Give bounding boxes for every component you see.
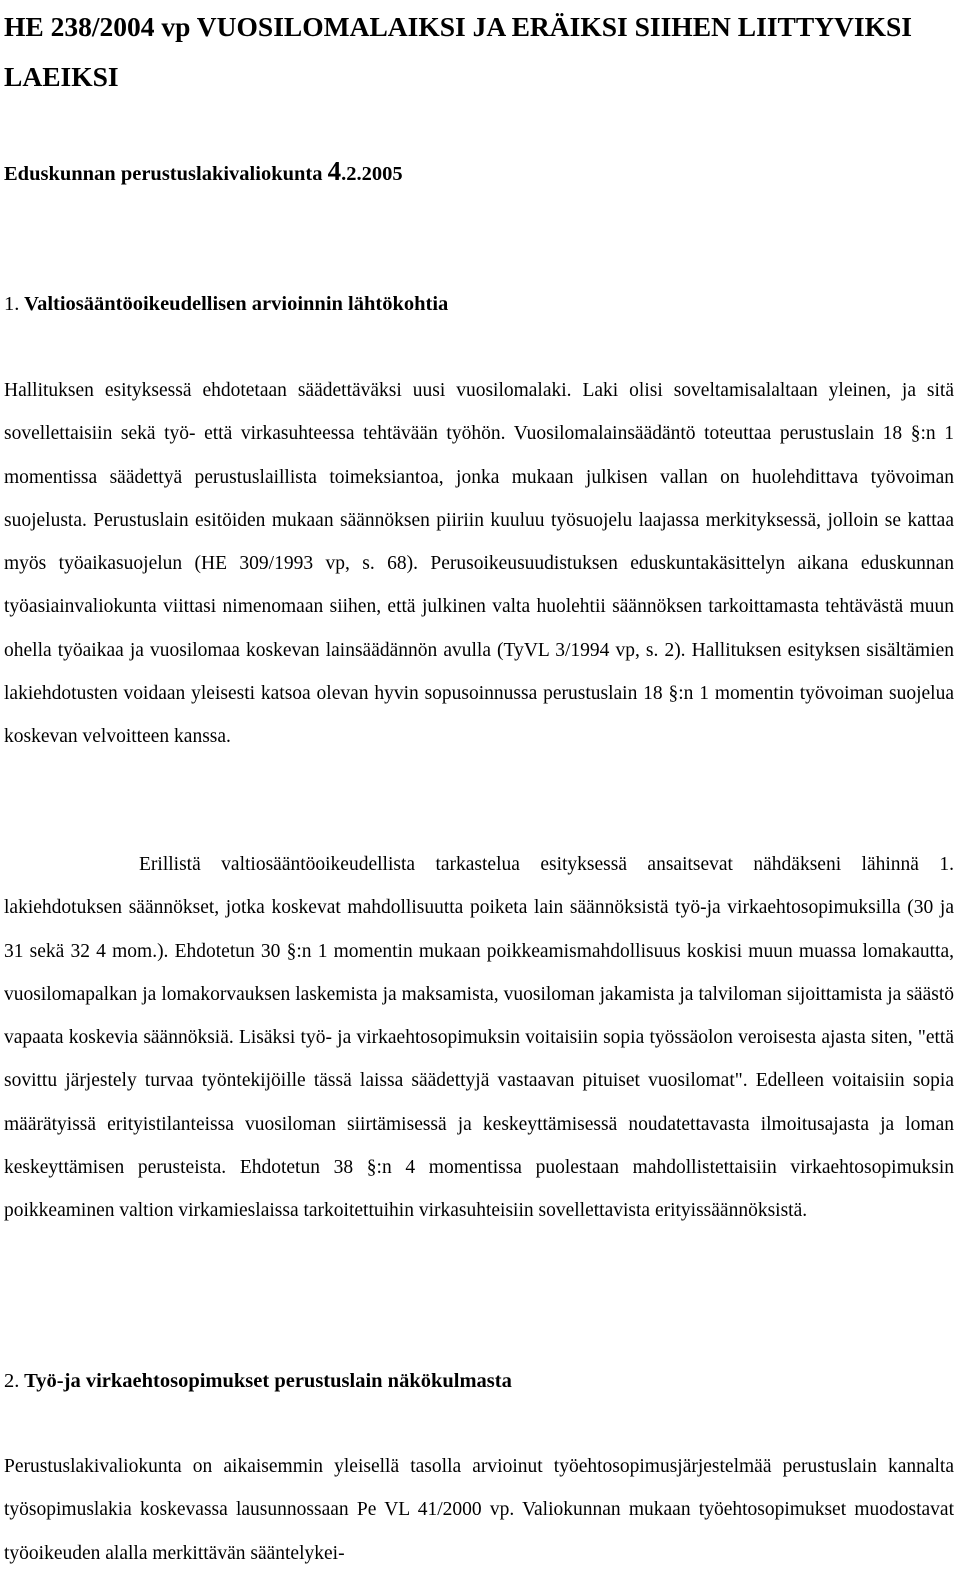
committee-name: Eduskunnan perustuslakivaliokunta xyxy=(4,163,323,185)
section-1-title: Valtiosääntöoikeudellisen arvioinnin lähtökohtia xyxy=(24,293,449,315)
committee-date-line xyxy=(4,156,403,189)
paragraph-1: Hallituksen esityksessä ehdotetaan säädettäväksi uusi vuosilomalaki. Laki olisi soveltamisalaltaan yleinen, ja sitä sovellettaisiin sekä työ- että virkasuhteessa tehtävään työhön. Vuosilomalainsäädäntö toteuttaa perustuslain 18 §:n 1 momentissa säädettyä perustuslaillista toimeksiantoa, jonka mukaan julkisen vallan on huolehdittava työvoiman suojelusta. Perustuslain esitöiden mukaan säännöksen piiriin kuuluu työsuojelu laajassa merkityksessä, jolloin se kattaa myös työaikasuojelun (HE 309/1993 vp, s. 68). Perusoikeusuudistuksen eduskuntakäsittelyn aikana eduskunnan työasiainvaliokunta viittasi nimenomaan siihen, että julkinen valta huolehtii säännöksen tarkoittamasta tehtävästä muun ohella työaikaa ja vuosilomaa koskevan lainsäädännön avulla (TyVL 3/1994 vp, s. 2). Hallituksen esityksen sisältämien lakiehdotusten voidaan yleisesti katsoa olevan hyvin sopusoinnussa perustuslain 18 §:n 1 momentin työvoiman suojelua koskevan velvoitteen kanssa. xyxy=(4,380,954,748)
date-rest: .2.2005 xyxy=(341,163,403,185)
paragraph-2: Erillistä valtiosääntöoikeudellista tarkastelua esityksessä ansaitsevat nähdäkseni lähinnä 1. lakiehdotuksen säännökset, jotka koskevat mahdollisuutta poiketa lain säännöksistä työ-ja virkaehtosopimuksilla (30 ja 31 sekä 32 4 mom.). Ehdotetun 30 §:n 1 momentin mukaan poikkeamismahdollisuus koskisi muun muassa lomakautta, vuosilomapalkan ja lomakorvauksen laskemista ja maksamista, vuosiloman jakamista ja talviloman sijoittamista ja säästö vapaata koskevia säännöksiä. Lisäksi työ- ja virkaehtosopimuksin voitaisiin sopia työssäolon veroisesta ajasta siten, "että sovittu järjestely turvaa työntekijöille tässä laissa säädettyjä vastaavan pituiset vuosilomat". Edelleen voitaisiin sopia määrätyissä erityistilanteissa vuosiloman siirtämisessä ja keskeyttämisessä noudatettavasta ilmoitusajasta ja loman keskeyttämisen perusteista. Ehdotetun 38 §:n 4 momentissa puolestaan mahdollistettaisiin virkaehtosopimuksin poikkeaminen valtion virkamieslaissa tarkoitettuihin virkasuhteisiin sovellettavista erityissäännöksistä. xyxy=(4,854,954,1222)
paragraph-3: Perustuslakivaliokunta on aikaisemmin yleisellä tasolla arvioinut työehtosopimusjärjestelmää perustuslain kannalta työsopimuslakia koskevassa lausunnossaan Pe VL 41/2000 vp. Valiokunnan mukaan työehtosopimukset muodostavat työoikeuden alalla merkittävän sääntelykei- xyxy=(4,1456,954,1564)
section-2-title: Työ-ja virkaehtosopimukset perustuslain näkökulmasta xyxy=(24,1370,512,1392)
section-2-heading xyxy=(4,1366,512,1396)
section-1-number: 1. xyxy=(4,293,20,315)
section-2-number: 2. xyxy=(4,1370,20,1392)
document-title: HE 238/2004 vp VUOSILOMALAIKSI JA ERÄIKSI SIIHEN LIITTYVIKSI LAEIKSI xyxy=(4,11,913,92)
section-1-heading xyxy=(4,289,448,319)
date-day: 4 xyxy=(327,156,342,186)
